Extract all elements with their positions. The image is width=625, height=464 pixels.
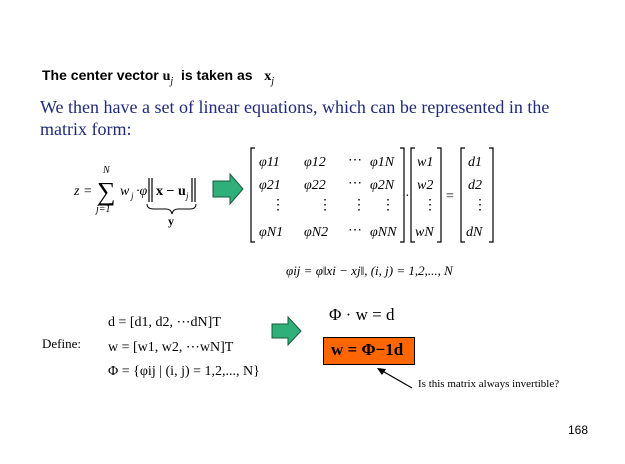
u-subscript: j <box>170 75 174 87</box>
m-23: ⋯ <box>348 176 362 191</box>
heading-prefix: The center vector <box>42 67 159 83</box>
solution-equation: w = Φ−1d <box>331 340 404 359</box>
sum-top: N <box>103 165 110 176</box>
sum-bottom: j=1 <box>96 204 111 215</box>
m-34: ⋮ <box>381 198 395 213</box>
heading-middle: is taken as <box>180 67 253 83</box>
w-vector <box>411 148 441 242</box>
d-2: d2 <box>468 178 482 193</box>
matrix-dot: · <box>405 189 410 204</box>
result-equation: Φ · w = d <box>329 305 395 324</box>
intro-text: We then have a set of linear equations, which can be represented in the matrix form: <box>40 97 550 139</box>
matrix-equals: = <box>446 189 454 204</box>
y-label: y <box>168 214 174 228</box>
m-14: φ1N <box>370 155 395 170</box>
invertible-question: Is this matrix always invertible? <box>418 378 560 390</box>
m-32: ⋮ <box>318 198 332 213</box>
m-43: ⋯ <box>348 223 362 238</box>
m-12: φ12 <box>304 155 326 170</box>
m-42: φN2 <box>304 225 329 240</box>
m-41: φN1 <box>259 225 284 240</box>
m-44: φNN <box>370 225 397 240</box>
arrow-icon <box>213 174 243 204</box>
phi-matrix <box>251 148 404 242</box>
m-24: φ2N <box>370 178 395 193</box>
x-symbol: x <box>264 69 272 84</box>
arrow-icon <box>272 317 301 345</box>
m-21: φ21 <box>259 178 281 193</box>
svg-text:j: j <box>186 191 189 201</box>
m-11: φ11 <box>259 155 280 170</box>
dot-phi: ·φ <box>136 184 148 199</box>
phi-ij-definition: φij = φ‖xi − xj‖, (i, j) = 1,2,..., N <box>286 263 453 278</box>
u-symbol: u <box>162 69 171 84</box>
define-label: Define: <box>42 336 81 351</box>
m-33: ⋮ <box>352 198 366 213</box>
w-2: w2 <box>417 178 434 193</box>
d-definition: d = [d1, d2, ⋯dN]T <box>108 315 221 330</box>
d-3: ⋮ <box>473 198 487 213</box>
w-definition: w = [w1, w2, ⋯wN]T <box>108 340 234 355</box>
m-13: ⋯ <box>348 153 362 168</box>
Phi-definition: Φ = {φij | (i, j) = 1,2,..., N} <box>108 364 260 379</box>
d-4: dN <box>466 225 483 240</box>
svg-text:j: j <box>131 191 134 201</box>
w-3: ⋮ <box>423 198 437 213</box>
d-1: d1 <box>468 155 482 170</box>
d-vector <box>461 148 493 242</box>
m-31: ⋮ <box>271 198 285 213</box>
w-1: w1 <box>417 155 434 170</box>
definitions <box>108 315 260 379</box>
w-term: w <box>120 184 130 199</box>
x-subscript: j <box>271 75 275 87</box>
x-minus-u: x − u <box>156 184 186 199</box>
slide-number: 168 <box>568 423 589 437</box>
m-22: φ22 <box>304 178 326 193</box>
z-equation <box>73 165 196 228</box>
arrow-head-icon <box>377 368 386 375</box>
w-4: wN <box>415 225 434 240</box>
sum-sign: ∑ <box>97 177 116 206</box>
z-eq: z = <box>74 184 93 199</box>
